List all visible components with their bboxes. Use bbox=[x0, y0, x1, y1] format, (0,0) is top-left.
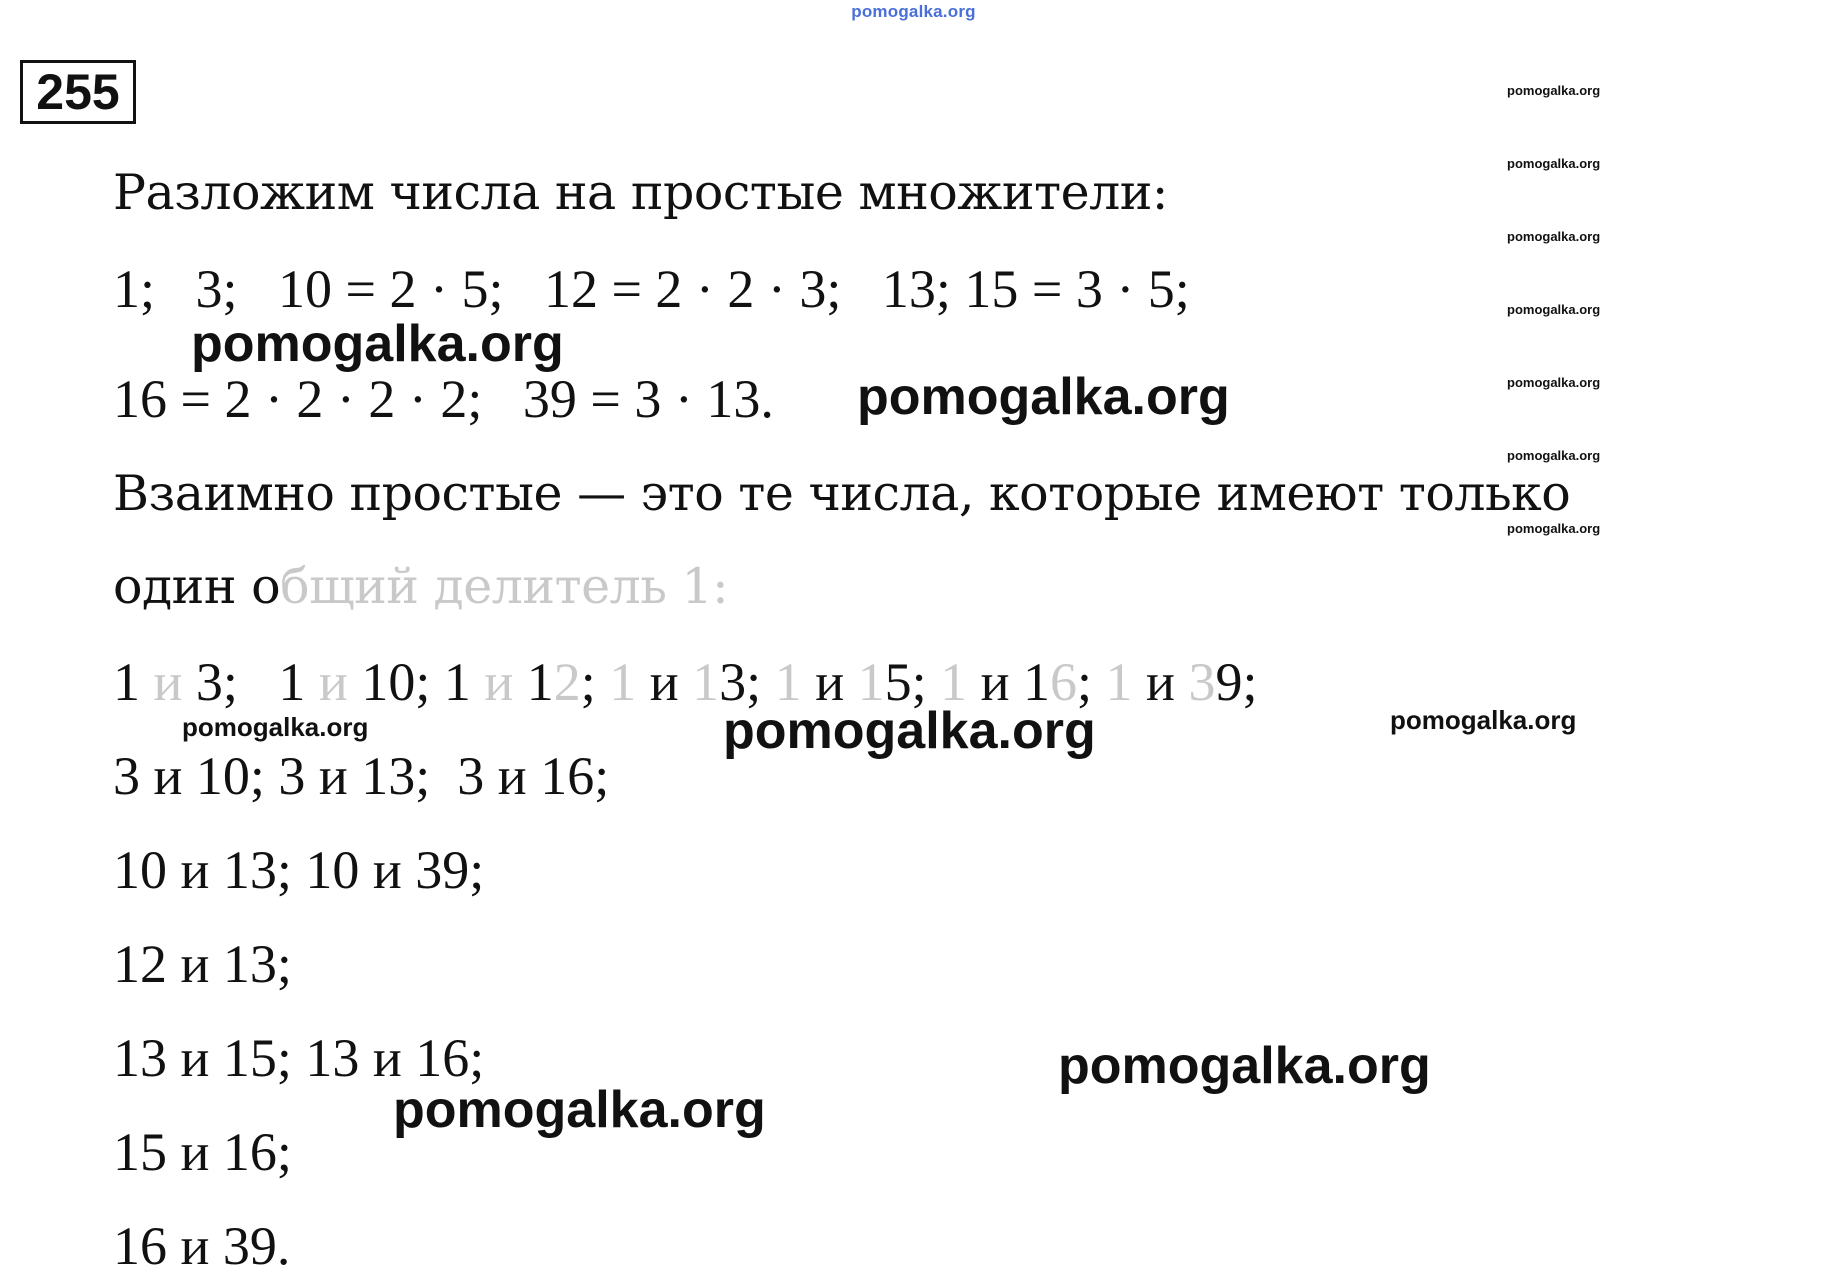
watermark-tiny-7: pomogalka.org bbox=[1507, 521, 1601, 536]
pairs-row-1-faded: 3 bbox=[1188, 652, 1216, 712]
watermark-tiny-5: pomogalka.org bbox=[1507, 375, 1601, 390]
factorization-line-2: 16 = 2 · 2 · 2 · 2; 39 = 3 · 13. bbox=[113, 369, 774, 429]
factorization-line-1: 1; 3; 10 = 2 · 5; 12 = 2 · 2 · 3; 13; 15 = 3 · 5; bbox=[113, 259, 1190, 319]
intro-line: Разложим числа на простые множители: bbox=[113, 164, 1168, 221]
pairs-row-1-faded: и bbox=[318, 652, 348, 712]
pairs-row-1-part: и bbox=[636, 652, 693, 712]
top-site-watermark: pomogalka.org bbox=[851, 2, 976, 21]
watermark-large-5: pomogalka.org bbox=[393, 1081, 766, 1139]
watermark-tiny-3: pomogalka.org bbox=[1507, 229, 1601, 244]
definition-line-2-faded: бщий делитель 1: bbox=[280, 558, 729, 615]
pairs-row-5: 13 и 15; 13 и 16; bbox=[113, 1028, 485, 1088]
pairs-row-1 bbox=[113, 652, 1258, 712]
pairs-row-1-faded: 1 bbox=[774, 652, 802, 712]
watermark-large-2: pomogalka.org bbox=[857, 368, 1230, 426]
pairs-row-6: 15 и 16; bbox=[113, 1122, 292, 1182]
pairs-row-1-part: 3; bbox=[719, 652, 775, 712]
pairs-row-1-part: и bbox=[1132, 652, 1189, 712]
pairs-row-1-part: 5; bbox=[884, 652, 941, 712]
pairs-row-1-part: и bbox=[801, 652, 858, 712]
pairs-row-1-part: ; bbox=[1077, 652, 1106, 712]
pairs-row-1-part: 1 bbox=[513, 652, 554, 712]
problem-number-box bbox=[20, 60, 136, 124]
pairs-row-3: 10 и 13; 10 и 39; bbox=[113, 840, 485, 900]
definition-line-2-start: один о bbox=[113, 558, 281, 615]
pairs-row-1-faded: 1 bbox=[857, 652, 885, 712]
pairs-row-1-part: 3; 1 bbox=[182, 652, 319, 712]
pairs-row-1-part: и 1 bbox=[967, 652, 1051, 712]
definition-line-1: Взаимно простые — это те числа, которые имеют только bbox=[113, 465, 1571, 522]
watermark-large-3: pomogalka.org bbox=[723, 702, 1096, 760]
watermark-tiny-4: pomogalka.org bbox=[1507, 302, 1601, 317]
watermark-small-1: pomogalka.org bbox=[182, 712, 369, 742]
pairs-row-1-faded: 2 bbox=[553, 652, 581, 712]
pairs-row-1-part: ; bbox=[580, 652, 610, 712]
watermark-tiny-2: pomogalka.org bbox=[1507, 156, 1601, 171]
watermark-tiny-6: pomogalka.org bbox=[1507, 448, 1601, 463]
pairs-row-1-faded: 6 bbox=[1050, 652, 1078, 712]
pairs-row-1-faded: 1 bbox=[692, 652, 720, 712]
pairs-row-1-faded: 1 bbox=[609, 652, 637, 712]
pairs-row-4: 12 и 13; bbox=[113, 934, 292, 994]
pairs-row-2: 3 и 10; 3 и 13; 3 и 16; bbox=[113, 746, 610, 806]
watermark-large-4: pomogalka.org bbox=[1058, 1037, 1431, 1095]
pairs-row-1-faded: и bbox=[153, 652, 183, 712]
pairs-row-1-faded: и bbox=[484, 652, 514, 712]
pairs-row-1-faded: 1 bbox=[940, 652, 968, 712]
pairs-row-1-part: 9; bbox=[1215, 652, 1258, 712]
watermark-medium-1: pomogalka.org bbox=[1390, 705, 1577, 735]
pairs-row-1-part: 1 bbox=[113, 652, 154, 712]
pairs-row-7: 16 и 39. bbox=[113, 1216, 291, 1276]
definition-line-2 bbox=[113, 558, 729, 615]
pairs-row-1-part: 10; 1 bbox=[347, 652, 485, 712]
problem-number: 255 bbox=[36, 64, 120, 120]
watermark-large-1: pomogalka.org bbox=[191, 315, 564, 373]
pairs-row-1-faded: 1 bbox=[1105, 652, 1133, 712]
watermark-tiny-1: pomogalka.org bbox=[1507, 83, 1601, 98]
